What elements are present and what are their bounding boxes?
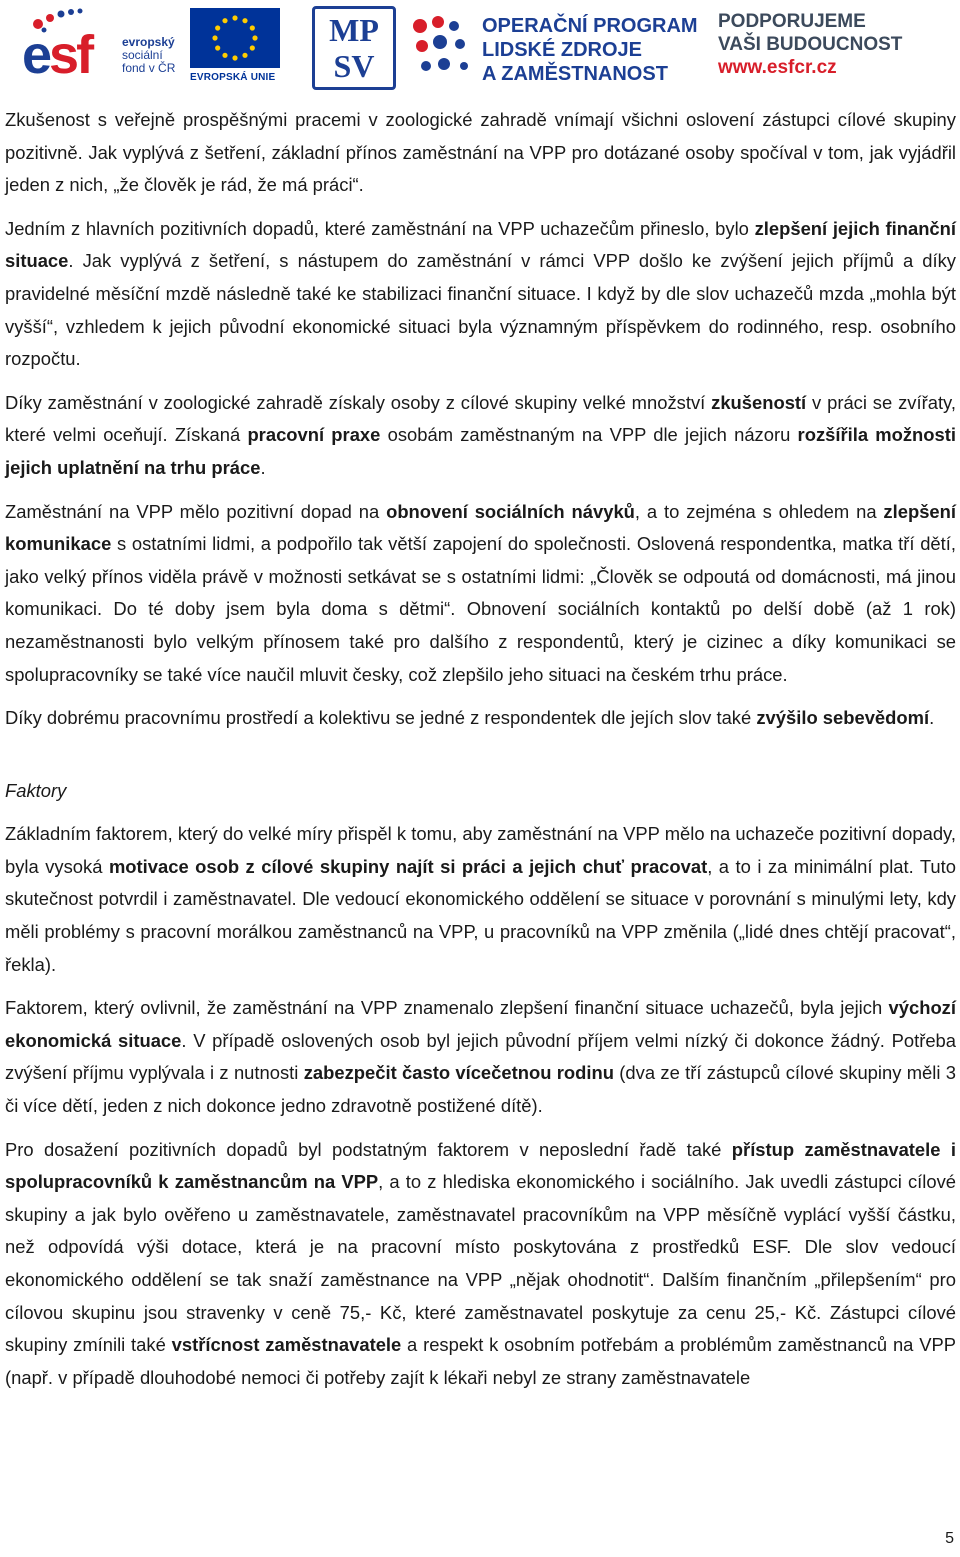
eu-star-icon: [232, 15, 237, 20]
esf-caption-line1: evropský: [122, 35, 175, 49]
eu-star-icon: [242, 53, 247, 58]
paragraph-text: Faktorem, který ovlivnil, že zaměstnání na VPP znamenalo zlepšení finanční situace uchazečů, byla jejich: [5, 997, 889, 1019]
eu-star-icon: [215, 45, 220, 50]
eu-star-icon: [222, 18, 227, 23]
mpsv-line1: MP: [329, 12, 379, 48]
paragraph-text: Pro dosažení pozitivních dopadů byl podstatným faktorem v neposlední řadě také: [5, 1138, 732, 1160]
emphasis-text: přístup zaměstnavatele i spolupracovníků k zaměstnancům na VPP: [5, 1138, 956, 1193]
page-number: 5: [945, 1530, 954, 1547]
paragraph: [5, 387, 956, 485]
paragraph-text: .: [260, 456, 266, 478]
paragraph: [5, 992, 956, 1122]
paragraph: [5, 213, 956, 376]
emphasis-text: zkušeností: [711, 391, 807, 413]
paragraph: [5, 702, 956, 735]
emphasis-text: zabezpečit často vícečetnou rodinu: [303, 1062, 614, 1084]
eu-star-icon: [212, 35, 217, 40]
eu-flag-icon: [190, 8, 280, 68]
emphasis-text: výchozí ekonomická situace: [5, 997, 956, 1051]
emphasis-text: rozšířila možnosti jejich uplatnění na trhu práce: [5, 424, 956, 478]
paragraph-text: .: [929, 707, 935, 729]
slogan-url[interactable]: www.esfcr.cz: [718, 57, 837, 78]
paragraph-text: Zkušenost s veřejně prospěšnými pracemi v zoologické zahradě vnímají všichni oslovení zástupci cílové skupiny pozitivně. Jak vyplývá z šetření, základní přínos zaměstnání na VPP pro dotázané osoby spočíval v tom, jak vyjádřil jeden z nich, „že člověk je rád, že má práci“.: [5, 109, 956, 196]
eu-star-icon: [215, 25, 220, 30]
emphasis-text: vstřícnost zaměstnavatele: [171, 1334, 402, 1356]
esf-caption-line3: fond v ČR: [122, 61, 176, 75]
emphasis-text: zlepšení jejich finanční situace: [5, 217, 957, 272]
paragraph-text: Díky zaměstnání v zoologické zahradě získaly osoby z cílové skupiny velké množství: [5, 391, 712, 413]
paragraph: [5, 1134, 956, 1395]
eu-star-icon: [252, 35, 257, 40]
section-heading: [5, 775, 956, 808]
eu-star-icon: [242, 18, 247, 23]
eu-logo: [190, 8, 290, 88]
op-line1: OPERAČNÍ PROGRAM: [482, 15, 698, 37]
eu-star-icon: [250, 25, 255, 30]
logo-strip: [0, 0, 960, 96]
mpsv-logo: [312, 6, 396, 90]
paragraph: [5, 818, 956, 981]
paragraph-text: , a to z hlediska ekonomického i sociálního. Jak uvedli zástupci cílové skupiny a jak bylo ověřeno u zaměstnavatele, zaměstnavatel pracovníkům na VPP měsíčně vyplácí vyšší částku, než odpovídá výši dotace, která je na pracovní místo poskytována z prostředků ESF. Dle slov vedoucí ekonomického oddělení se tak snaží zaměstnance na VPP „nějak ohodnotit“. Dalším finančním „přilepšením“ pro cílovou skupinu jsou stravenky v ceně 75,- Kč, které zaměstnavatel poskytuje za cenu 25,- Kč. Zástupci cílové skupiny zmínili také: [5, 1171, 956, 1356]
emphasis-text: obnovení sociálních návyků: [386, 500, 635, 522]
paragraph-text: (dva ze tří zástupců cílové skupiny měli 3 či více dětí, jeden z nich dokonce jedno zdravotně postižené dítě).: [5, 1062, 957, 1117]
paragraph: [5, 496, 956, 692]
document-body: [5, 104, 956, 1405]
slogan-line1: PODPORUJEME: [718, 11, 866, 32]
emphasis-text: motivace osob z cílové skupiny najít si práci a jejich chuť pracovat: [108, 855, 708, 877]
paragraph-text: . V případě oslovených osob byl jejich původní příjem velmi nízký či dokonce žádný. Potřeba zvýšení příjmu vyplývala i z nutnosti: [5, 1029, 957, 1084]
paragraph-text: Díky dobrému pracovnímu prostředí a kolektivu se jedné z respondentek dle jejích slov také: [5, 707, 757, 729]
op-line3: A ZAMĚSTNANOST: [482, 63, 668, 85]
slogan-line2: VAŠI BUDOUCNOST: [718, 34, 903, 55]
emphasis-text: zlepšení komunikace: [5, 500, 956, 555]
paragraph-text: Faktory: [5, 779, 67, 801]
esf-logo: [22, 6, 182, 86]
paragraph-text: . Jak vyplývá z šetření, s nástupem do zaměstnání v rámci VPP došlo ke zvýšení jejich příjmů a díky pravidelné měsíční mzdě následně také ke stabilizaci finanční situace. I když by dle slov uchazečů mzda „mohla být vyšší“, vzhledem k jejich původní ekonomické situaci byla významným příspěvkem do rodinného, resp. osobního rozpočtu.: [5, 250, 956, 370]
paragraph-text: Základním faktorem, který do velké míry přispěl k tomu, aby zaměstnání na VPP mělo na uchazeče pozitivní dopady, byla vysoká: [5, 823, 956, 877]
eu-star-icon: [222, 53, 227, 58]
paragraph-text: Zaměstnání na VPP mělo pozitivní dopad na: [5, 500, 387, 522]
op-line2: LIDSKÉ ZDROJE: [482, 39, 643, 61]
mpsv-line2: SV: [333, 48, 375, 84]
op-caption: [482, 14, 698, 86]
paragraph-text: a respekt k osobním potřebám a problémům zaměstnanců na VPP (např. v případě dlouhodobé nemoci či potřeby zajít k lékaři nebyl ze strany zaměstnavatele: [5, 1334, 956, 1388]
paragraph-text: s ostatními lidmi, a podpořilo tak větší zapojení do společnosti. Oslovená respondentka, matka tří dětí, jako velký přínos viděla právě v možnosti setkávat se s ostatními lidmi: „Člověk se odpoutá od domácnosti, má jinou komunikaci. Do té doby jsem byla doma s dětmi“. Obnovení sociálních kontaktů po delší době (až 1 rok) nezaměstnanosti bylo velkým přínosem také pro dalšího z respondentů, který je cizinec a díky komunikaci se spolupracovníky se také více naučil mluvit česky, což zlepšilo jeho situaci na českém trhu práce.: [5, 533, 956, 685]
paragraph-text: , a to zejména s ohledem na: [634, 500, 884, 522]
op-dots-icon: [408, 12, 478, 88]
paragraph-text: v práci se zvířaty, které velmi oceňují. Získaná: [5, 391, 956, 446]
esf-caption: [122, 36, 175, 75]
esf-wordmark: esf: [22, 25, 92, 85]
paragraph-text: osobám zaměstnaným na VPP dle jejich názoru: [380, 424, 798, 446]
op-logo: [408, 12, 698, 88]
eu-star-icon: [232, 55, 237, 60]
esf-caption-line2: sociální: [122, 48, 163, 62]
paragraph: [5, 104, 956, 202]
slogan: [718, 10, 958, 79]
emphasis-text: pracovní praxe: [247, 424, 381, 446]
paragraph-text: Jedním z hlavních pozitivních dopadů, které zaměstnání na VPP uchazečům přineslo, bylo: [5, 217, 755, 239]
eu-star-icon: [250, 45, 255, 50]
paragraph-text: , a to i za minimální plat. Tuto skutečnost potvrdil i zaměstnavatel. Dle vedoucí ekonomického oddělení se situace v porovnání s minulými lety, kdy měli problémy s pracovní morálkou zaměstnanců na VPP, u pracovníků na VPP změnila („lidé dnes chtějí pracovat“, řekla).: [5, 855, 956, 975]
emphasis-text: zvýšilo sebevědomí: [756, 707, 930, 729]
eu-caption: EVROPSKÁ UNIE: [190, 72, 276, 83]
